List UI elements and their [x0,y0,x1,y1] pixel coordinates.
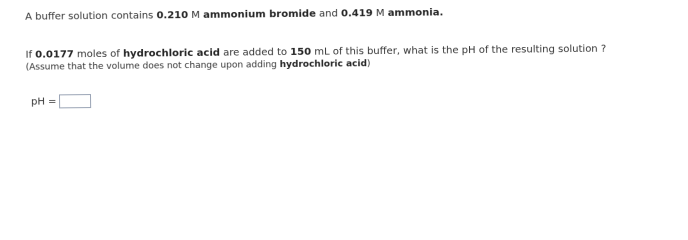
question-text: If 0.0177 moles of hydrochloric acid are added to 150 mL of this buffer, what is the pH of the resulting solution ? [25,43,607,61]
assumption-note: (Assume that the volume does not change upon adding hydrochloric acid) [25,59,371,73]
ph-answer-input[interactable] [59,94,91,108]
hcl-name: hydrochloric acid [122,47,221,60]
ammonia-name: ammonia. [387,7,444,19]
ammonia-concentration: 0.419 [341,8,373,20]
buffer-description: A buffer solution contains 0.210 M ammonium bromide and 0.419 M ammonia. [25,7,444,23]
assumption-hcl-name: hydrochloric acid [279,59,368,71]
ammonium-bromide-name: ammonium bromide [203,8,316,21]
ammonium-bromide-concentration: 0.210 [156,10,189,22]
buffer-volume: 150 [290,46,312,58]
ph-label: pH = [31,95,57,108]
hcl-moles: 0.0177 [35,49,74,61]
answer-row [31,94,92,109]
